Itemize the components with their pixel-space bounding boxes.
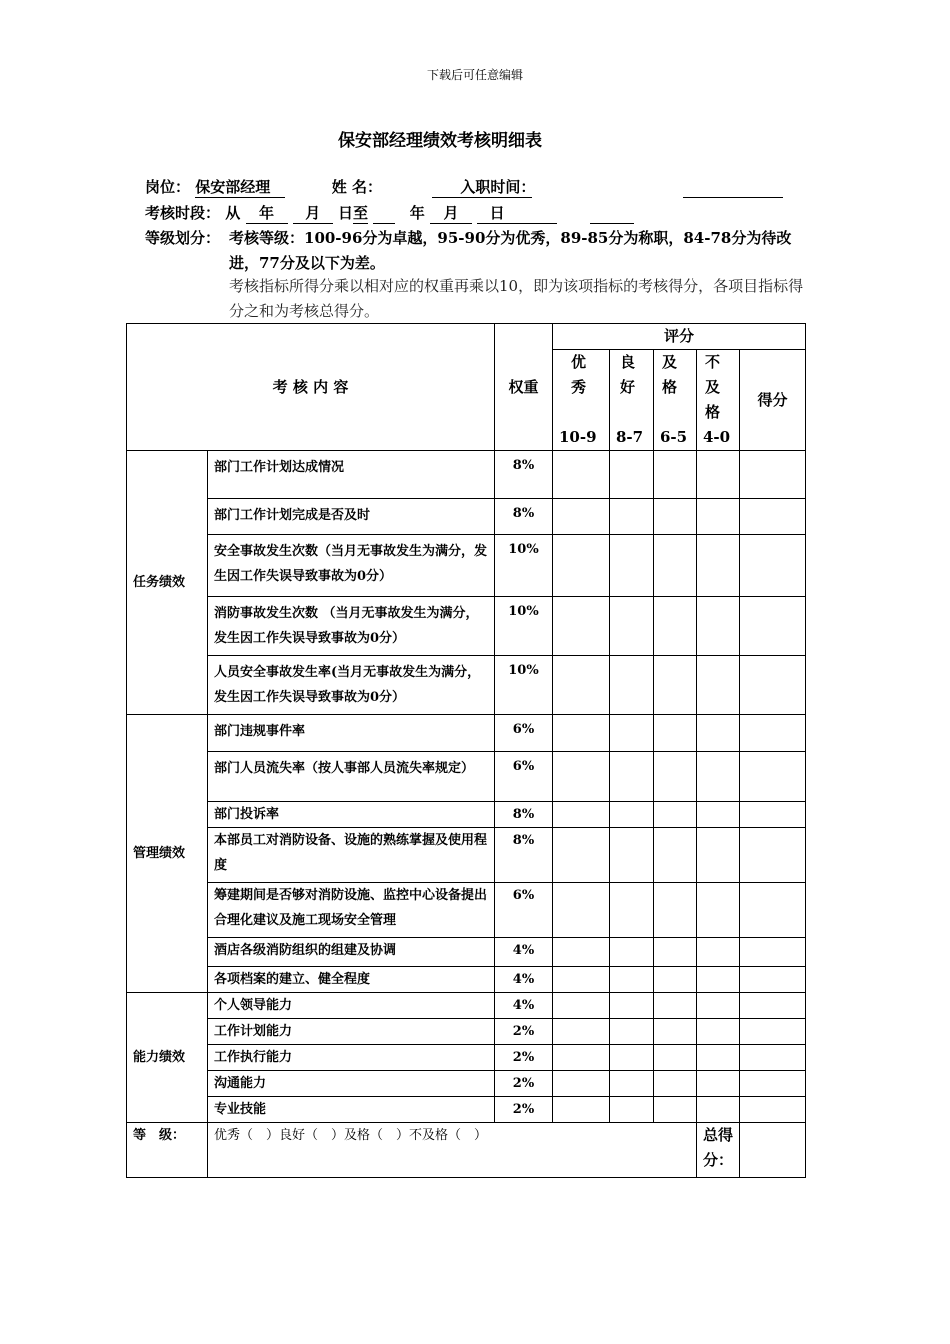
- item-text: 本部员工对消防设备、设施的熟练掌握及使用程度: [208, 828, 495, 883]
- period-label: 考核时段：: [145, 204, 221, 222]
- table-row: [127, 752, 806, 802]
- cell-pass[interactable]: [654, 499, 697, 535]
- cell-score[interactable]: [740, 1071, 806, 1097]
- cell-excellent[interactable]: [553, 938, 610, 967]
- info-line-1: [145, 176, 783, 198]
- item-text: 部门违规事件率: [208, 715, 495, 752]
- cell-pass[interactable]: [654, 802, 697, 828]
- info-line-2: [145, 202, 634, 224]
- cell-pass[interactable]: [654, 535, 697, 597]
- cell-fail[interactable]: [697, 1045, 740, 1071]
- cell-score[interactable]: [740, 656, 806, 715]
- cell-excellent[interactable]: [553, 1071, 610, 1097]
- cell-fail[interactable]: [697, 993, 740, 1019]
- cell-good[interactable]: [610, 1071, 654, 1097]
- period-to: 至: [352, 204, 368, 222]
- cell-fail[interactable]: [697, 828, 740, 883]
- table-footer-row: [127, 1123, 806, 1178]
- cell-score[interactable]: [740, 802, 806, 828]
- cell-excellent[interactable]: [553, 715, 610, 752]
- cell-good[interactable]: [610, 828, 654, 883]
- cell-score[interactable]: [740, 451, 806, 499]
- rating-good: 良好 8-7: [610, 350, 654, 451]
- cell-good[interactable]: [610, 1045, 654, 1071]
- item-weight: 8%: [495, 828, 553, 883]
- item-text: 个人领导能力: [208, 993, 495, 1019]
- day1: 日: [337, 204, 353, 222]
- cell-fail[interactable]: [697, 1071, 740, 1097]
- cell-pass[interactable]: [654, 752, 697, 802]
- cell-pass[interactable]: [654, 715, 697, 752]
- item-weight: 6%: [495, 752, 553, 802]
- cell-score[interactable]: [740, 828, 806, 883]
- cell-good[interactable]: [610, 656, 654, 715]
- item-text: 沟通能力: [208, 1071, 495, 1097]
- grade-label: 等 级：: [127, 1123, 208, 1178]
- item-weight: 2%: [495, 1019, 553, 1045]
- cell-pass[interactable]: [654, 656, 697, 715]
- item-weight: 2%: [495, 1071, 553, 1097]
- table-row: [127, 1045, 806, 1071]
- item-weight: 10%: [495, 535, 553, 597]
- table-row: [127, 499, 806, 535]
- item-text: 专业技能: [208, 1097, 495, 1123]
- cell-fail[interactable]: [697, 967, 740, 993]
- total-score-cell[interactable]: [740, 1123, 806, 1178]
- cell-good[interactable]: [610, 535, 654, 597]
- total-score-label: 总得分：: [697, 1123, 740, 1178]
- item-weight: 8%: [495, 802, 553, 828]
- page-title: 保安部经理绩效考核明细表: [338, 131, 542, 151]
- grade-division-label: 等级划分：: [145, 229, 221, 247]
- table-row: [127, 828, 806, 883]
- cell-score[interactable]: [740, 993, 806, 1019]
- table-row: [127, 1097, 806, 1123]
- cell-pass[interactable]: [654, 1045, 697, 1071]
- item-text: 部门工作计划完成是否及时: [208, 499, 495, 535]
- table-row: [127, 883, 806, 938]
- cell-score[interactable]: [740, 752, 806, 802]
- item-weight: 10%: [495, 656, 553, 715]
- item-weight: 4%: [495, 938, 553, 967]
- table-row: [127, 1019, 806, 1045]
- content-header: 考 核 内 容: [127, 324, 495, 451]
- cell-excellent[interactable]: [553, 1019, 610, 1045]
- name-label: 姓 名：: [331, 178, 382, 196]
- cell-pass[interactable]: [654, 1019, 697, 1045]
- cell-excellent[interactable]: [553, 597, 610, 656]
- cell-fail[interactable]: [697, 1019, 740, 1045]
- cell-score[interactable]: [740, 535, 806, 597]
- cell-excellent[interactable]: [553, 828, 610, 883]
- cell-good[interactable]: [610, 993, 654, 1019]
- cell-pass[interactable]: [654, 1097, 697, 1123]
- cell-fail[interactable]: [697, 656, 740, 715]
- cell-fail[interactable]: [697, 802, 740, 828]
- hire-date-blank: [683, 179, 783, 198]
- cell-fail[interactable]: [697, 883, 740, 938]
- cell-good[interactable]: [610, 967, 654, 993]
- cell-excellent[interactable]: [553, 883, 610, 938]
- cell-score[interactable]: [740, 883, 806, 938]
- cell-score[interactable]: [740, 597, 806, 656]
- item-weight: 6%: [495, 883, 553, 938]
- cell-pass[interactable]: [654, 938, 697, 967]
- grade-options[interactable]: 优秀（ ）良好（ ）及格（ ）不及格（ ）: [208, 1123, 697, 1178]
- item-text: 部门人员流失率（按人事部人员流失率规定）: [208, 752, 495, 802]
- item-weight: 2%: [495, 1045, 553, 1071]
- cell-fail[interactable]: [697, 752, 740, 802]
- cell-good[interactable]: [610, 1097, 654, 1123]
- item-text: 安全事故发生次数（当月无事故发生为满分，发生因工作失误导致事故为0分）: [208, 535, 495, 597]
- year1: 年: [246, 202, 288, 224]
- item-text: 部门工作计划达成情况: [208, 451, 495, 499]
- weight-header: 权重: [495, 324, 553, 451]
- item-text: 各项档案的建立、健全程度: [208, 967, 495, 993]
- cell-excellent[interactable]: [553, 1045, 610, 1071]
- cell-good[interactable]: [610, 451, 654, 499]
- table-row: [127, 938, 806, 967]
- table-row: [127, 1071, 806, 1097]
- score-header: 得分: [740, 350, 806, 451]
- cell-score[interactable]: [740, 938, 806, 967]
- rating-excellent: 优秀 10-9: [553, 350, 610, 451]
- cell-pass[interactable]: [654, 883, 697, 938]
- rating-fail: 不及格 4-0: [697, 350, 740, 451]
- cell-excellent[interactable]: [553, 535, 610, 597]
- month1: 月: [293, 202, 333, 224]
- rating-header: 评分: [553, 324, 806, 350]
- position-value: 保安部经理: [195, 176, 285, 198]
- cell-good[interactable]: [610, 883, 654, 938]
- cell-excellent[interactable]: [553, 656, 610, 715]
- item-weight: 8%: [495, 499, 553, 535]
- cell-score[interactable]: [740, 967, 806, 993]
- item-weight: 2%: [495, 1097, 553, 1123]
- cell-good[interactable]: [610, 802, 654, 828]
- cell-excellent[interactable]: [553, 499, 610, 535]
- hire-label: 入职时间：: [432, 176, 532, 198]
- assessment-table: [126, 323, 806, 1178]
- day2: 日: [477, 202, 517, 224]
- table-row: [127, 656, 806, 715]
- item-weight: 6%: [495, 715, 553, 752]
- item-weight: 4%: [495, 993, 553, 1019]
- cell-excellent[interactable]: [553, 802, 610, 828]
- cell-good[interactable]: [610, 597, 654, 656]
- item-text: 工作计划能力: [208, 1019, 495, 1045]
- cell-excellent[interactable]: [553, 451, 610, 499]
- group-ability: 能力绩效: [127, 993, 208, 1123]
- cell-excellent[interactable]: [553, 1097, 610, 1123]
- table-row: [127, 967, 806, 993]
- grade-division: [145, 226, 810, 276]
- item-weight: 8%: [495, 451, 553, 499]
- cell-score[interactable]: [740, 499, 806, 535]
- grade-division-text: 考核等级：100-96分为卓越，95-90分为优秀，89-85分为称职，84-78分为待改进，77分及以下为差。: [229, 229, 792, 272]
- position-label: 岗位：: [145, 178, 191, 196]
- cell-pass[interactable]: [654, 993, 697, 1019]
- item-text: 工作执行能力: [208, 1045, 495, 1071]
- period-from: 从: [225, 204, 241, 222]
- item-text: 人员安全事故发生率(当月无事故发生为满分，发生因工作失误导致事故为0分）: [208, 656, 495, 715]
- group-management: 管理绩效: [127, 715, 208, 993]
- rating-pass: 及格 6-5: [654, 350, 697, 451]
- table-row: [127, 597, 806, 656]
- item-weight: 4%: [495, 967, 553, 993]
- cell-good[interactable]: [610, 752, 654, 802]
- cell-good[interactable]: [610, 499, 654, 535]
- cell-fail[interactable]: [697, 535, 740, 597]
- cell-excellent[interactable]: [553, 967, 610, 993]
- cell-pass[interactable]: [654, 597, 697, 656]
- cell-score[interactable]: [740, 1097, 806, 1123]
- cell-excellent[interactable]: [553, 752, 610, 802]
- cell-fail[interactable]: [697, 597, 740, 656]
- item-text: 消防事故发生次数 （当月无事故发生为满分，发生因工作失误导致事故为0分）: [208, 597, 495, 656]
- item-weight: 10%: [495, 597, 553, 656]
- cell-pass[interactable]: [654, 828, 697, 883]
- cell-good[interactable]: [610, 715, 654, 752]
- table-row: [127, 451, 806, 499]
- cell-fail[interactable]: [697, 1097, 740, 1123]
- cell-fail[interactable]: [697, 938, 740, 967]
- cell-good[interactable]: [610, 938, 654, 967]
- table-row: [127, 993, 806, 1019]
- cell-pass[interactable]: [654, 1071, 697, 1097]
- cell-good[interactable]: [610, 1019, 654, 1045]
- cell-score[interactable]: [740, 1045, 806, 1071]
- cell-pass[interactable]: [654, 451, 697, 499]
- item-text: 部门投诉率: [208, 802, 495, 828]
- cell-pass[interactable]: [654, 967, 697, 993]
- cell-fail[interactable]: [697, 715, 740, 752]
- item-text: 酒店各级消防组织的组建及协调: [208, 938, 495, 967]
- cell-score[interactable]: [740, 1019, 806, 1045]
- table-row: [127, 715, 806, 752]
- table-row: [127, 802, 806, 828]
- cell-fail[interactable]: [697, 499, 740, 535]
- year2: 年: [409, 204, 425, 222]
- item-text: 筹建期间是否够对消防设施、监控中心设备提出合理化建议及施工现场安全管理: [208, 883, 495, 938]
- group-task: 任务绩效: [127, 451, 208, 715]
- header-note: 下载后可任意编辑: [426, 68, 523, 82]
- cell-score[interactable]: [740, 715, 806, 752]
- cell-fail[interactable]: [697, 451, 740, 499]
- scoring-note: 考核指标所得分乘以相对应的权重再乘以10，即为该项指标的考核得分，各项目指标得分之和为考核总得分。: [229, 277, 804, 320]
- month2: 月: [430, 202, 472, 224]
- table-row: [127, 535, 806, 597]
- cell-excellent[interactable]: [553, 993, 610, 1019]
